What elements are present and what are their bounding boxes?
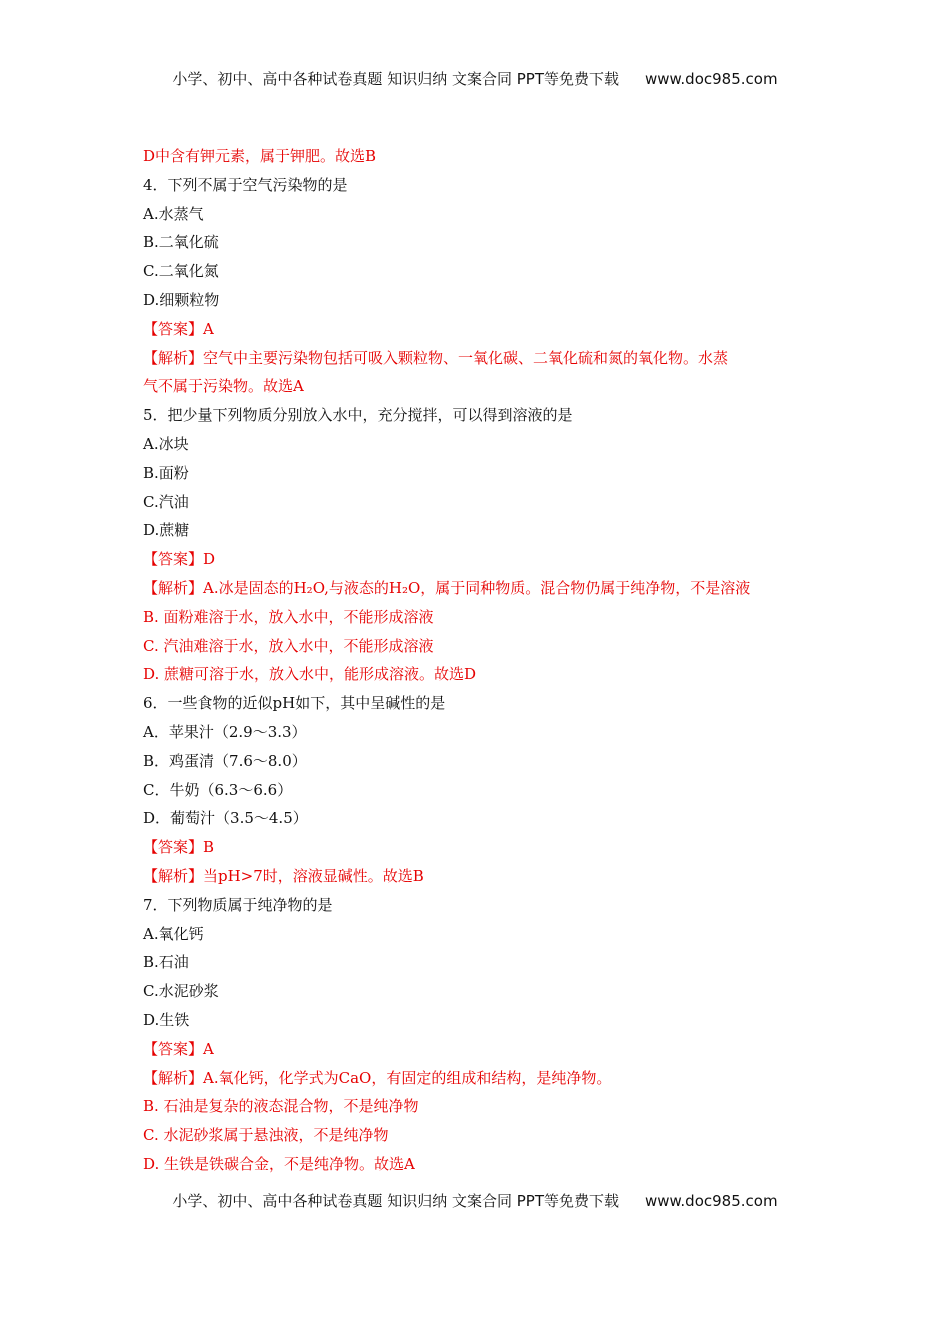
- answer-line: 气不属于污染物。故选A: [143, 377, 304, 396]
- answer-line: B. 面粉难溶于水，放入水中，不能形成溶液: [143, 607, 434, 626]
- question-line: A.水蒸气: [143, 204, 204, 223]
- footer-url[interactable]: www.doc985.com: [644, 1192, 778, 1210]
- answer-line: 【解析】A.氧化钙，化学式为CaO，有固定的组成和结构，是纯净物。: [143, 1068, 612, 1087]
- answer-line: 【解析】A.冰是固态的H₂O,与液态的H₂O，属于同种物质。混合物仍属于纯净物，不是溶液: [143, 578, 751, 597]
- document-body: [143, 142, 813, 1179]
- question-line: 4．下列不属于空气污染物的是: [143, 175, 348, 194]
- question-line: C.二氧化氮: [143, 262, 219, 281]
- answer-line: 【解析】空气中主要污染物包括可吸入颗粒物、一氧化碳、二氧化硫和氮的氧化物。水蒸: [143, 348, 729, 367]
- question-line: D.蔗糖: [143, 521, 190, 540]
- answer-line: C. 汽油难溶于水，放入水中，不能形成溶液: [143, 636, 434, 655]
- question-line: B．鸡蛋清（7.6～8.0）: [143, 751, 307, 770]
- answer-line: D. 生铁是铁碳合金，不是纯净物。故选A: [143, 1154, 415, 1173]
- header-text: 小学、初中、高中各种试卷真题 知识归纳 文案合同 PPT等免费下载: [172, 70, 619, 88]
- answer-line: 【答案】B: [143, 838, 215, 857]
- question-line: 5．把少量下列物质分别放入水中，充分搅拌，可以得到溶液的是: [143, 406, 573, 425]
- question-line: D.生铁: [143, 1010, 190, 1029]
- answer-line: 【答案】A: [143, 1039, 214, 1058]
- question-line: B.面粉: [143, 463, 189, 482]
- question-line: 6．一些食物的近似pH如下，其中呈碱性的是: [143, 694, 446, 713]
- answer-line: D中含有钾元素，属于钾肥。故选B: [143, 147, 377, 165]
- question-line: D．葡萄汁（3.5～4.5）: [143, 809, 308, 828]
- page-footer: [0, 1190, 950, 1211]
- question-line: C．牛奶（6.3～6.6）: [143, 780, 293, 799]
- question-line: A.冰块: [143, 434, 189, 453]
- question-line: D.细颗粒物: [143, 290, 220, 309]
- question-line: B.二氧化硫: [143, 233, 219, 252]
- answer-line: C. 水泥砂浆属于悬浊液，不是纯净物: [143, 1126, 389, 1145]
- question-line: 7．下列物质属于纯净物的是: [143, 895, 333, 914]
- question-line: C.汽油: [143, 492, 189, 511]
- question-line: A．苹果汁（2.9～3.3）: [143, 722, 307, 741]
- question-line: C.水泥砂浆: [143, 982, 219, 1001]
- question-line: A.氧化钙: [143, 924, 204, 943]
- answer-line: 【答案】A: [143, 319, 214, 338]
- page-header: [0, 68, 950, 89]
- answer-line: D. 蔗糖可溶于水，放入水中，能形成溶液。故选D: [143, 665, 477, 684]
- answer-line: 【解析】当pH>7时，溶液显碱性。故选B: [143, 866, 424, 885]
- answer-line: 【答案】D: [143, 550, 216, 569]
- header-url[interactable]: www.doc985.com: [644, 70, 778, 88]
- footer-text: 小学、初中、高中各种试卷真题 知识归纳 文案合同 PPT等免费下载: [172, 1192, 619, 1210]
- answer-line: B. 石油是复杂的液态混合物，不是纯净物: [143, 1097, 419, 1116]
- question-line: B.石油: [143, 953, 189, 972]
